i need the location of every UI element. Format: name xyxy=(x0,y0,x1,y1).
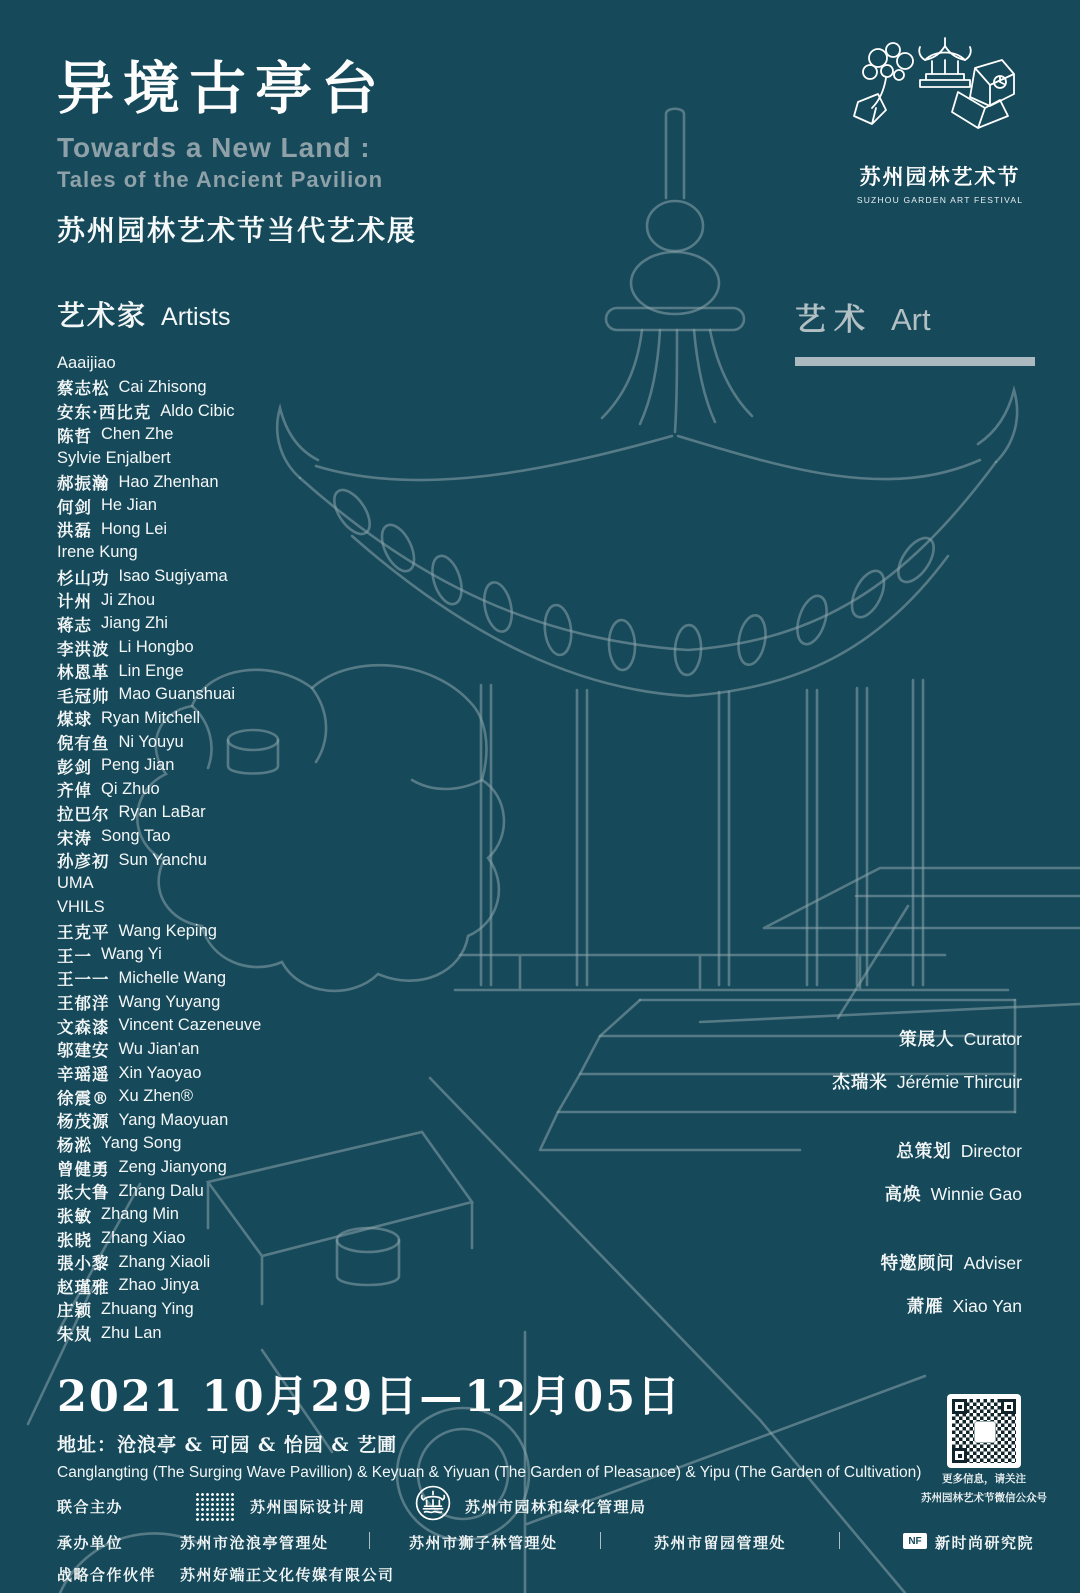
artist-item xyxy=(57,1061,457,1085)
artist-name-zh: 王一一 xyxy=(57,970,110,990)
artist-item xyxy=(57,1109,457,1133)
artist-item xyxy=(57,1085,457,1109)
subtitle-en-2: Tales of the Ancient Pavilion xyxy=(57,166,384,192)
artist-name-zh: 王一 xyxy=(57,946,92,966)
artist-item xyxy=(57,825,457,849)
artist-item xyxy=(57,659,457,683)
artist-name-zh: 陈哲 xyxy=(57,426,92,446)
artist-name-en: VHILS xyxy=(57,898,105,917)
artist-name-zh: 郝振瀚 xyxy=(57,474,110,494)
artist-name-en: Li Hongbo xyxy=(118,638,194,656)
artist-item xyxy=(57,990,457,1014)
artist-item xyxy=(57,1274,457,1298)
credit-name xyxy=(832,1293,1022,1318)
artists-section xyxy=(57,294,457,1345)
artist-item xyxy=(57,588,457,612)
artist-name-en: Song Tao xyxy=(101,827,171,846)
artist-name-en: Yang Maoyuan xyxy=(118,1110,229,1129)
artist-name-zh: 毛冠帅 xyxy=(57,686,110,706)
artist-name-zh: 安东·西比克 xyxy=(57,403,152,423)
venue-zh: 地址：沧浪亭 & 可园 & 怡园 & 艺圃 xyxy=(57,1434,398,1456)
qr-finder-icon xyxy=(952,1448,967,1463)
artist-name-en: Zhu Lan xyxy=(101,1323,162,1342)
artist-item xyxy=(57,1132,457,1156)
artist-item xyxy=(57,447,457,471)
credit-group xyxy=(832,1250,1022,1318)
organizer-row-partners xyxy=(57,1560,1057,1590)
artist-name-en: Ni Youyu xyxy=(118,732,184,751)
artist-name-en: Zhao Jinya xyxy=(118,1276,200,1295)
artist-name-zh: 赵瑾雅 xyxy=(57,1277,110,1297)
artist-name-en: Hong Lei xyxy=(101,519,168,538)
artist-name-en: Aldo Cibic xyxy=(160,401,235,420)
artist-name-zh: 蔡志松 xyxy=(57,379,110,399)
credit-role-en: Curator xyxy=(963,1029,1022,1049)
artist-item xyxy=(57,612,457,636)
qr-center-logo xyxy=(974,1421,996,1443)
artist-name-zh: 林恩革 xyxy=(57,663,110,683)
artist-name-en: Zhang Dalu xyxy=(118,1181,204,1200)
artist-name-zh: 何剑 xyxy=(57,497,92,517)
divider xyxy=(369,1532,370,1549)
artist-name-zh: 朱岚 xyxy=(57,1325,92,1345)
artist-item xyxy=(57,423,457,447)
art-label-zh: 艺术 xyxy=(795,302,873,338)
artist-name-en: Zhang Min xyxy=(101,1205,179,1224)
credit-name-en: Jérémie Thircuir xyxy=(896,1072,1022,1092)
cohost-1: 苏州国际设计周 xyxy=(250,1498,366,1516)
artist-name-zh: 張小黎 xyxy=(57,1254,110,1274)
artist-name-en: Cai Zhisong xyxy=(118,377,207,396)
artist-name-zh: 张大鲁 xyxy=(57,1183,110,1203)
artist-name-en: Yang Song xyxy=(101,1134,182,1153)
artist-name-en: Wang Yi xyxy=(101,945,162,964)
artist-item xyxy=(57,1156,457,1180)
artist-item xyxy=(57,848,457,872)
artist-name-en: Qi Zhuo xyxy=(101,779,160,798)
artist-name-zh: 张敏 xyxy=(57,1206,92,1226)
artist-name-en: Vincent Cazeneuve xyxy=(118,1016,262,1035)
artist-name-zh: 杉山功 xyxy=(57,568,110,588)
artist-name-en: Wang Keping xyxy=(118,921,217,940)
artist-name-en: Isao Sugiyama xyxy=(118,567,228,586)
artist-item xyxy=(57,872,457,896)
undertaker-2: 苏州市狮子林管理处 xyxy=(409,1534,558,1552)
artist-name-en: He Jian xyxy=(101,496,157,515)
credit-group xyxy=(832,1026,1022,1094)
wechat-qr-code xyxy=(947,1394,1021,1468)
artist-name-en: Xin Yaoyao xyxy=(118,1063,202,1082)
artist-name-en: Irene Kung xyxy=(57,543,138,562)
artist-item xyxy=(57,1250,457,1274)
artist-name-zh: 拉巴尔 xyxy=(57,805,110,824)
artist-name-zh: 孙彦初 xyxy=(57,852,110,872)
nf-logo-icon: NF xyxy=(903,1533,927,1549)
subtitle-zh: 苏州园林艺术节当代艺术展 xyxy=(57,213,418,247)
artist-item xyxy=(57,470,457,494)
artists-header-zh: 艺术家 xyxy=(57,299,148,332)
artist-name-en: Ji Zhou xyxy=(101,590,156,609)
artist-item xyxy=(57,1227,457,1251)
artist-name-en: Xu Zhen® xyxy=(118,1087,194,1106)
artist-name-en: Aaaijiao xyxy=(57,354,116,373)
artist-item xyxy=(57,1038,457,1062)
festival-logo-icon xyxy=(840,30,1040,150)
credit-role xyxy=(832,1026,1022,1051)
credit-role-zh: 策展人 xyxy=(899,1030,955,1050)
artist-item xyxy=(57,919,457,943)
credit-name-zh: 高焕 xyxy=(884,1185,922,1205)
artist-name-en: Lin Enge xyxy=(118,661,184,680)
artists-header-en: Artists xyxy=(161,303,231,331)
artist-name-en: Wang Yuyang xyxy=(118,992,221,1011)
artist-name-en: Mao Guanshuai xyxy=(118,685,235,704)
credit-role xyxy=(832,1250,1022,1275)
artist-item xyxy=(57,541,457,565)
artist-item xyxy=(57,399,457,423)
artist-name-zh: 辛瑶遥 xyxy=(57,1065,110,1085)
artist-name-en: Hao Zhenhan xyxy=(118,472,219,491)
artist-name-zh: 齐倬 xyxy=(57,781,92,801)
partners-label: 战略合作伙伴 xyxy=(57,1566,157,1584)
page-title: 异境古亭台 xyxy=(57,55,387,122)
qr-pattern xyxy=(952,1399,1016,1463)
credits xyxy=(832,1026,1022,1362)
artist-item xyxy=(57,1298,457,1322)
garden-bureau-logo-icon xyxy=(415,1485,451,1521)
art-label-underline xyxy=(795,357,1035,366)
artist-name-zh: 庄颖 xyxy=(57,1301,92,1321)
artist-item xyxy=(57,943,457,967)
artist-item xyxy=(57,967,457,991)
artist-name-en: Wu Jian'an xyxy=(118,1039,200,1058)
credit-name xyxy=(832,1069,1022,1094)
header xyxy=(57,56,417,249)
divider xyxy=(600,1532,601,1549)
qr-caption xyxy=(898,1470,1070,1508)
artist-name-en: Sun Yanchu xyxy=(118,850,207,869)
artist-name-en: Zhang Xiaoli xyxy=(118,1252,211,1271)
artist-item xyxy=(57,778,457,802)
artist-item xyxy=(57,565,457,589)
credit-name-en: Xiao Yan xyxy=(952,1296,1022,1316)
artist-name-zh: 徐震® xyxy=(57,1088,110,1108)
credit-role-zh: 特邀顾问 xyxy=(880,1254,955,1274)
artist-name-en: Ryan LaBar xyxy=(118,803,206,822)
artist-item xyxy=(57,1203,457,1227)
venue xyxy=(57,1430,921,1482)
artist-name-en: Michelle Wang xyxy=(118,968,227,987)
artist-name-en: UMA xyxy=(57,874,94,893)
design-week-logo-icon xyxy=(195,1492,235,1522)
artist-item xyxy=(57,636,457,660)
art-label-en: Art xyxy=(891,302,931,337)
artist-name-zh: 洪磊 xyxy=(57,521,92,541)
artist-item xyxy=(57,494,457,518)
artist-name-zh: 王郁洋 xyxy=(57,994,110,1014)
artist-item xyxy=(57,801,457,825)
artist-name-zh: 杨淞 xyxy=(57,1135,92,1155)
undertaker-4: 新时尚研究院 xyxy=(935,1534,1035,1552)
qr-caption-line-1: 更多信息，请关注 xyxy=(942,1473,1026,1485)
credit-name-zh: 杰瑞米 xyxy=(832,1073,888,1093)
artist-item xyxy=(57,707,457,731)
credit-name-en: Winnie Gao xyxy=(930,1184,1022,1204)
credit-role-en: Adviser xyxy=(963,1253,1022,1273)
artist-name-zh: 彭剑 xyxy=(57,757,92,777)
organizer-row-undertakers xyxy=(57,1528,1057,1558)
festival-name-en: SUZHOU GARDEN ART FESTIVAL xyxy=(856,195,1024,205)
credit-role-en: Director xyxy=(960,1141,1022,1161)
artist-item xyxy=(57,754,457,778)
credit-name xyxy=(832,1181,1022,1206)
artist-item xyxy=(57,1014,457,1038)
cohosts-label: 联合主办 xyxy=(57,1498,124,1516)
artist-name-zh: 蒋志 xyxy=(57,615,92,635)
artist-name-zh: 宋涛 xyxy=(57,828,92,848)
credit-name-zh: 萧雁 xyxy=(906,1297,944,1317)
artist-item xyxy=(57,517,457,541)
qr-finder-icon xyxy=(952,1399,967,1414)
artist-name-en: Jiang Zhi xyxy=(101,614,168,633)
artist-name-zh: 计州 xyxy=(57,592,92,612)
artist-name-en: Ryan Mitchell xyxy=(101,708,201,727)
qr-finder-icon xyxy=(1001,1399,1016,1414)
artist-name-zh: 李洪波 xyxy=(57,639,110,659)
exhibition-dates: 2021 10月29日—12月05日 xyxy=(57,1372,683,1422)
artist-name-en: Zeng Jianyong xyxy=(118,1158,227,1177)
festival-logo xyxy=(840,30,1040,205)
artist-name-zh: 曾健勇 xyxy=(57,1159,110,1179)
artist-name-zh: 邬建安 xyxy=(57,1041,110,1061)
artist-list xyxy=(57,352,457,1345)
artist-name-zh: 杨茂源 xyxy=(57,1112,110,1132)
qr-caption-line-2: 苏州园林艺术节微信公众号 xyxy=(921,1492,1047,1504)
undertaker-3: 苏州市留园管理处 xyxy=(654,1534,787,1552)
artist-item xyxy=(57,730,457,754)
subtitle-en-1: Towards a New Land : xyxy=(57,131,371,163)
partner-1: 苏州好端正文化传媒有限公司 xyxy=(180,1566,395,1584)
artist-name-zh: 王克平 xyxy=(57,923,110,943)
undertaker-1: 苏州市沧浪亭管理处 xyxy=(180,1534,329,1552)
artist-name-en: Peng Jian xyxy=(101,756,175,775)
artist-name-zh: 煤球 xyxy=(57,710,92,730)
artist-name-zh: 倪有鱼 xyxy=(57,734,110,754)
artists-header xyxy=(57,294,457,334)
artist-name-zh: 文森漆 xyxy=(57,1017,110,1037)
venue-en: Canglangting (The Surging Wave Pavillion) & Keyuan & Yiyuan (The Garden of Pleasance) & Yipu (The Garden of Cultivation) xyxy=(57,1464,922,1481)
artist-item xyxy=(57,1321,457,1345)
artist-name-zh: 张晓 xyxy=(57,1230,92,1250)
festival-name-zh: 苏州园林艺术节 xyxy=(859,164,1021,189)
credit-role xyxy=(832,1138,1022,1163)
undertakers-label: 承办单位 xyxy=(57,1534,124,1552)
divider xyxy=(839,1532,840,1549)
artist-item xyxy=(57,896,457,920)
artist-item xyxy=(57,352,457,376)
art-section-label xyxy=(795,294,1035,366)
cohost-2: 苏州市园林和绿化管理局 xyxy=(465,1498,647,1516)
artist-name-en: Chen Zhe xyxy=(101,425,174,444)
artist-name-en: Sylvie Enjalbert xyxy=(57,448,171,467)
artist-item xyxy=(57,683,457,707)
credit-role-zh: 总策划 xyxy=(896,1142,952,1162)
artist-name-en: Zhuang Ying xyxy=(101,1299,194,1318)
artist-item xyxy=(57,376,457,400)
artist-item xyxy=(57,1179,457,1203)
artist-name-en: Zhang Xiao xyxy=(101,1229,186,1248)
credit-group xyxy=(832,1138,1022,1206)
